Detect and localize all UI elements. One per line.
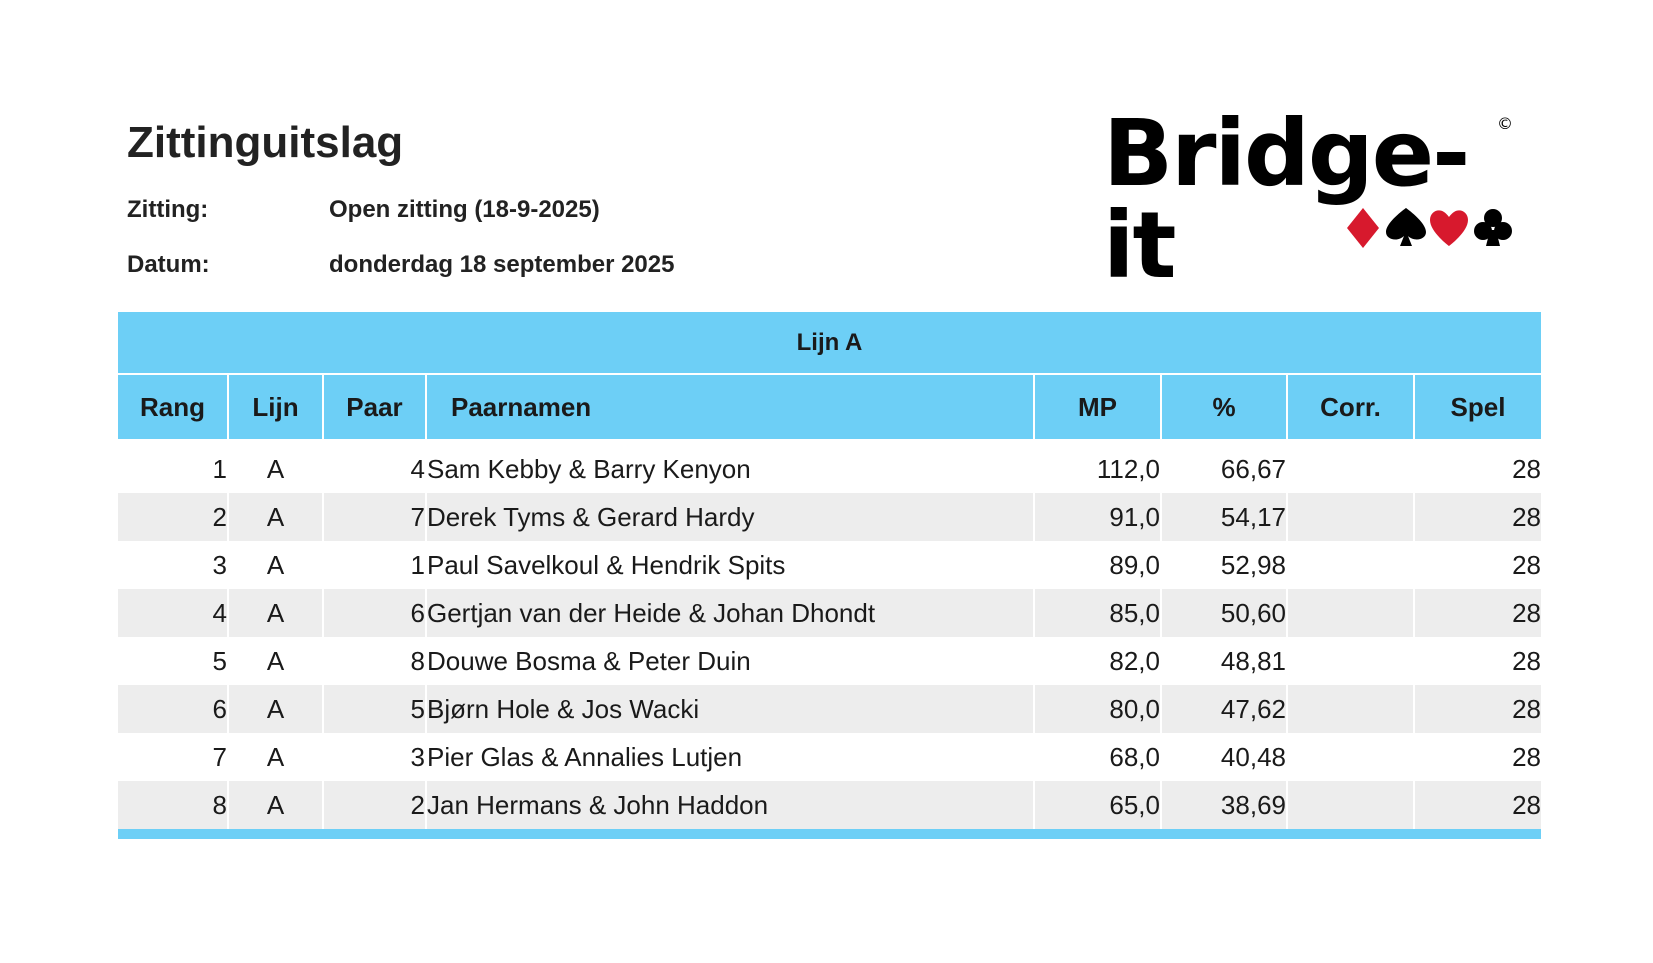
spel-cell: 28	[1414, 781, 1541, 829]
paarnamen-cell: Douwe Bosma & Peter Duin	[426, 637, 1034, 685]
table-row	[118, 541, 1541, 589]
table-row	[118, 781, 1541, 829]
mp-cell: 80,0	[1034, 685, 1161, 733]
header-percentage: %	[1161, 374, 1287, 439]
section-title: Lijn A	[118, 312, 1541, 374]
rang-cell: 7	[118, 733, 228, 781]
lijn-cell: A	[228, 781, 323, 829]
table-row	[118, 733, 1541, 781]
table-row	[118, 637, 1541, 685]
table-row	[118, 493, 1541, 541]
zitting-label: Zitting:	[127, 196, 209, 223]
lijn-cell: A	[228, 541, 323, 589]
datum-label: Datum:	[127, 251, 210, 278]
percentage-cell: 48,81	[1161, 637, 1287, 685]
spel-cell: 28	[1414, 685, 1541, 733]
lijn-cell: A	[228, 439, 323, 493]
paarnamen-cell: Gertjan van der Heide & Johan Dhondt	[426, 589, 1034, 637]
spel-cell: 28	[1414, 589, 1541, 637]
table-row	[118, 685, 1541, 733]
table-row	[118, 439, 1541, 493]
corr-cell	[1287, 781, 1414, 829]
spade-icon	[1386, 208, 1426, 246]
lijn-cell: A	[228, 637, 323, 685]
rang-cell: 3	[118, 541, 228, 589]
header-lijn: Lijn	[228, 374, 323, 439]
rang-cell: 4	[118, 589, 228, 637]
lijn-cell: A	[228, 493, 323, 541]
rang-cell: 8	[118, 781, 228, 829]
club-icon	[1474, 209, 1512, 246]
header-rang: Rang	[118, 374, 228, 439]
paarnamen-cell: Bjørn Hole & Jos Wacki	[426, 685, 1034, 733]
corr-cell	[1287, 685, 1414, 733]
header-paarnamen: Paarnamen	[426, 374, 1034, 439]
table-row	[118, 589, 1541, 637]
card-suits-icon	[1346, 206, 1516, 250]
corr-cell	[1287, 541, 1414, 589]
paarnamen-cell: Jan Hermans & John Haddon	[426, 781, 1034, 829]
paar-cell: 7	[323, 493, 426, 541]
paar-cell: 4	[323, 439, 426, 493]
percentage-cell: 38,69	[1161, 781, 1287, 829]
paarnamen-cell: Derek Tyms & Gerard Hardy	[426, 493, 1034, 541]
mp-cell: 65,0	[1034, 781, 1161, 829]
mp-cell: 91,0	[1034, 493, 1161, 541]
footer-bar	[118, 829, 1541, 839]
rang-cell: 6	[118, 685, 228, 733]
diamond-icon	[1347, 208, 1379, 248]
lijn-cell: A	[228, 685, 323, 733]
header-paar: Paar	[323, 374, 426, 439]
percentage-cell: 50,60	[1161, 589, 1287, 637]
spel-cell: 28	[1512, 741, 1542, 772]
lijn-cell: A	[228, 733, 323, 781]
corr-cell	[1287, 733, 1414, 781]
mp-cell: 68,0	[1034, 733, 1161, 781]
spel-cell: 28	[1512, 453, 1542, 484]
corr-cell	[1287, 439, 1414, 493]
copyright-mark: ©	[1497, 114, 1513, 133]
header-corr: Corr.	[1287, 374, 1414, 439]
paar-cell: 1	[323, 541, 426, 589]
spel-cell: 28	[1512, 645, 1542, 676]
percentage-cell: 40,48	[1161, 733, 1287, 781]
paar-cell: 6	[323, 589, 426, 637]
header-spel: Spel	[1414, 374, 1541, 439]
paar-cell: 3	[323, 733, 426, 781]
header-mp: MP	[1034, 374, 1161, 439]
percentage-cell: 47,62	[1161, 685, 1287, 733]
corr-cell	[1287, 637, 1414, 685]
column-headers	[118, 374, 1541, 439]
rang-cell: 2	[118, 493, 228, 541]
mp-cell: 85,0	[1034, 589, 1161, 637]
heart-icon	[1430, 210, 1468, 246]
table-footer-bar	[118, 829, 1541, 839]
paarnamen-cell: Sam Kebby & Barry Kenyon	[426, 439, 1034, 493]
mp-cell: 89,0	[1034, 541, 1161, 589]
rang-cell: 5	[118, 637, 228, 685]
paarnamen-cell: Pier Glas & Annalies Lutjen	[426, 733, 1034, 781]
percentage-cell: 66,67	[1161, 439, 1287, 493]
lijn-cell: A	[228, 589, 323, 637]
spel-cell: 28	[1414, 493, 1541, 541]
percentage-cell: 52,98	[1161, 541, 1287, 589]
zitting-value: Open zitting (18-9-2025)	[329, 196, 600, 223]
mp-cell: 82,0	[1034, 637, 1161, 685]
bridge-it-logo	[1103, 100, 1523, 299]
corr-cell	[1287, 493, 1414, 541]
corr-cell	[1287, 589, 1414, 637]
rang-cell: 1	[118, 439, 228, 493]
paar-cell: 5	[323, 685, 426, 733]
paar-cell: 8	[323, 637, 426, 685]
mp-cell: 112,0	[1034, 439, 1161, 493]
spel-cell: 28	[1512, 549, 1542, 580]
paar-cell: 2	[323, 781, 426, 829]
logo-text: Bridge-it	[1103, 100, 1469, 299]
paarnamen-cell: Paul Savelkoul & Hendrik Spits	[426, 541, 1034, 589]
results-table	[118, 312, 1541, 839]
percentage-cell: 54,17	[1161, 493, 1287, 541]
datum-value: donderdag 18 september 2025	[329, 251, 675, 278]
page-title: Zittinguitslag	[127, 118, 404, 167]
